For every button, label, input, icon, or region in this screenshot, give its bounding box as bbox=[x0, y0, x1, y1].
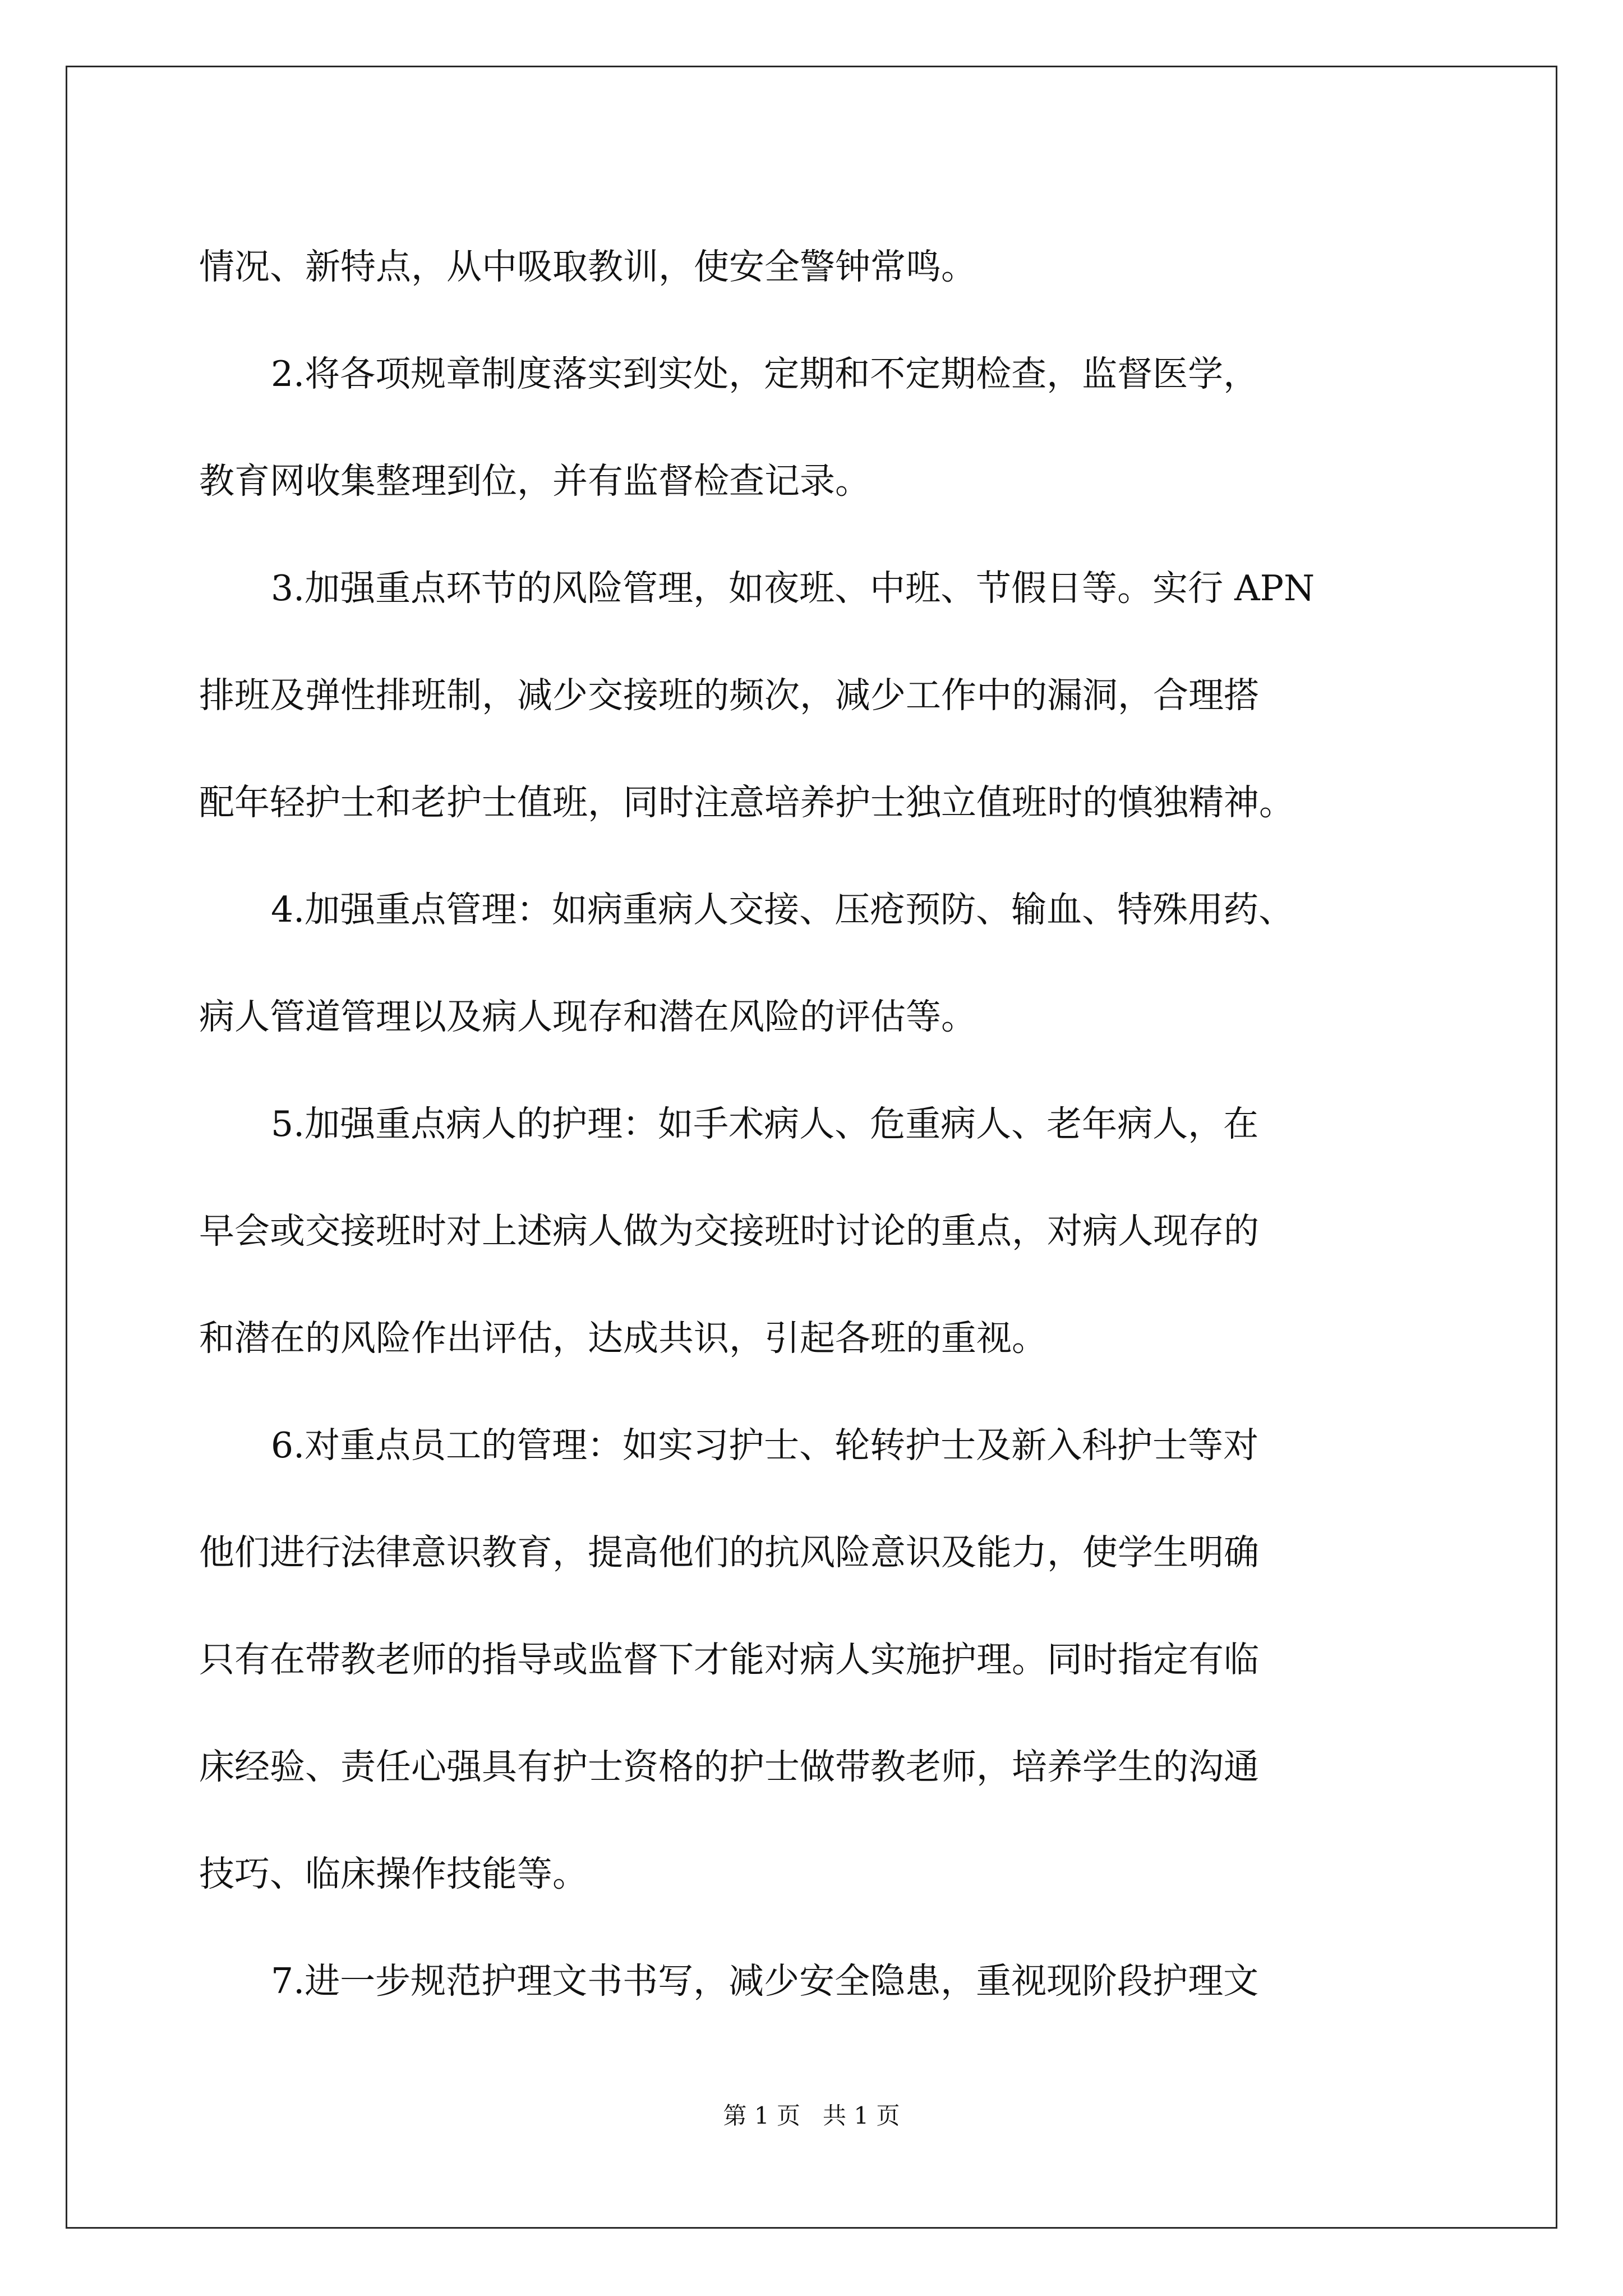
text-line-15: 床经验、责任心强具有护士资格的护士做带教老师，培养学生的沟通 bbox=[199, 1746, 1259, 1787]
text-line-7: 4.加强重点管理：如病重病人交接、压疮预防、输血、特殊用药、 bbox=[271, 889, 1294, 930]
text-line-9: 5.加强重点病人的护理：如手术病人、危重病人、老年病人，在 bbox=[271, 1103, 1259, 1144]
text-line-17: 7.进一步规范护理文书书写，减少安全隐患，重视现阶段护理文 bbox=[271, 1961, 1259, 2001]
text-line-2: 2.将各项规章制度落实到实处，定期和不定期检查，监督医学， bbox=[271, 353, 1259, 394]
text-line-5: 排班及弹性排班制，减少交接班的频次，减少工作中的漏洞，合理搭 bbox=[199, 675, 1259, 716]
text-line-16: 技巧、临床操作技能等。 bbox=[199, 1853, 588, 1894]
text-line-14: 只有在带教老师的指导或监督下才能对病人实施护理。同时指定有临 bbox=[199, 1639, 1259, 1680]
text-line-1: 情况、新特点，从中吸取教训，使安全警钟常鸣。 bbox=[199, 246, 976, 287]
page-footer bbox=[0, 2099, 1623, 2133]
text-line-3: 教育网收集整理到位，并有监督检查记录。 bbox=[199, 461, 870, 501]
page-total: 共 1 页 bbox=[823, 2102, 900, 2129]
text-line-11: 和潜在的风险作出评估，达成共识，引起各班的重视。 bbox=[199, 1318, 1047, 1359]
text-line-12: 6.对重点员工的管理：如实习护士、轮转护士及新入科护士等对 bbox=[271, 1425, 1259, 1466]
text-line-6: 配年轻护士和老护士值班，同时注意培养护士独立值班时的慎独精神。 bbox=[199, 782, 1294, 823]
page-number: 第 1 页 bbox=[723, 2102, 800, 2129]
document-body bbox=[199, 213, 1433, 2035]
text-line-8: 病人管道管理以及病人现存和潜在风险的评估等。 bbox=[199, 996, 976, 1037]
text-line-10: 早会或交接班时对上述病人做为交接班时讨论的重点，对病人现存的 bbox=[199, 1211, 1259, 1251]
text-line-13: 他们进行法律意识教育，提高他们的抗风险意识及能力，使学生明确 bbox=[199, 1532, 1259, 1573]
text-line-4: 3.加强重点环节的风险管理，如夜班、中班、节假日等。实行 APN bbox=[271, 568, 1315, 609]
